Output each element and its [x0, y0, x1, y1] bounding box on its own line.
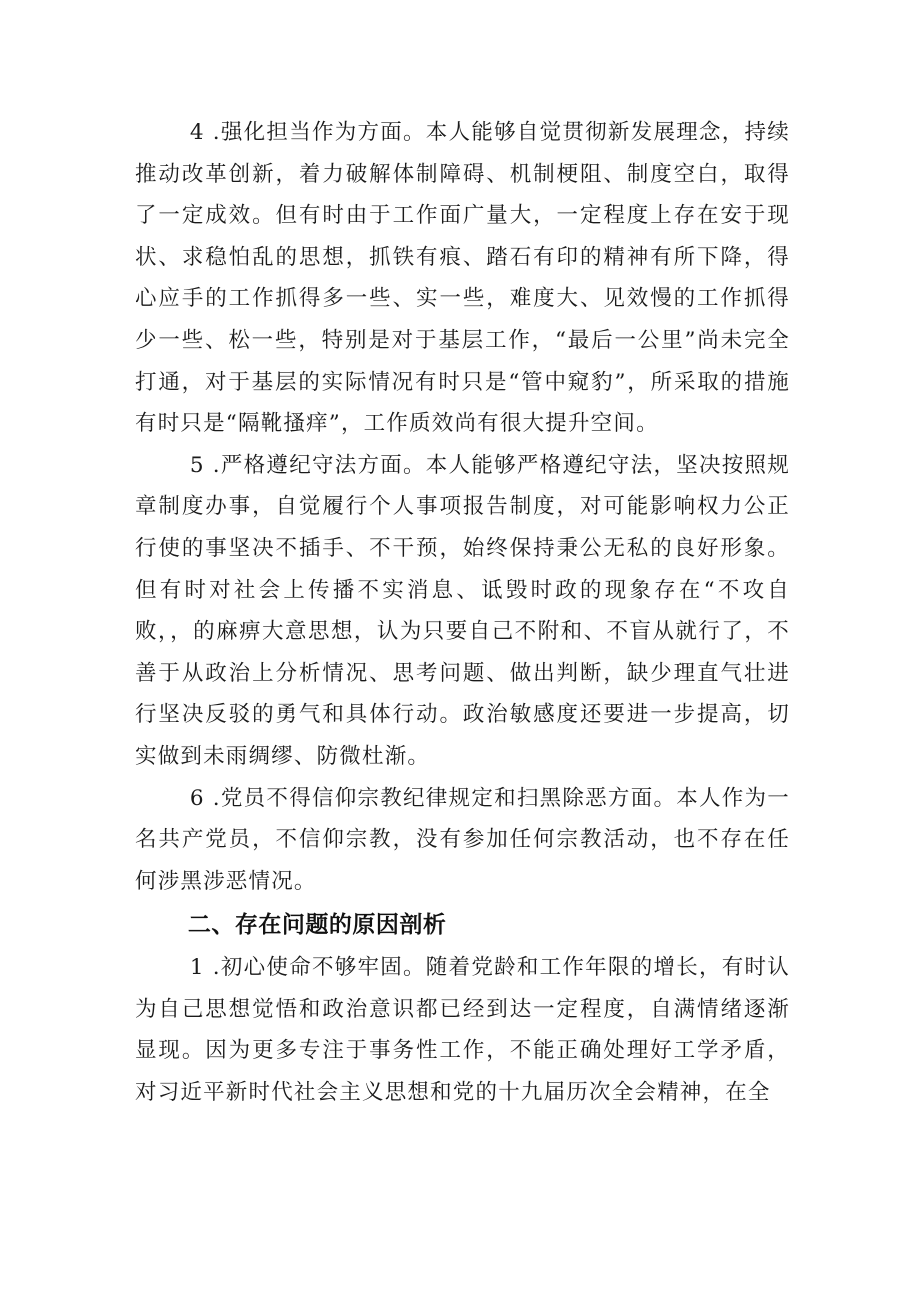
section-heading: 二、存在问题的原因剖析 [187, 912, 447, 939]
section-paragraph-1: 1 .初心使命不够牢固。随着党龄和工作年限的增长，有时认为自己思想觉悟和政治意识都已经到达一定程度，自满情绪逐渐显现。因为更多专注于事务性工作，不能正确处理好工学矛盾，对习近平新时代社会主义思想和党的十九届历次全会精神，在全 [135, 955, 790, 1106]
document-body [135, 112, 790, 1114]
paragraph-item-4: 4 .强化担当作为方面。本人能够自觉贯彻新发展理念，持续推动改革创新，着力破解体制障碍、机制梗阻、制度空白，取得了一定成效。但有时由于工作面广量大，一定程度上存在安于现状、求稳怕乱的思想，抓铁有痕、踏石有印的精神有所下降，得心应手的工作抓得多一些、实一些，难度大、见效慢的工作抓得少一些、松一些，特别是对于基层工作，“最后一公里”尚未完全打通，对于基层的实际情况有时只是“管中窥豹”，所采取的措施有时只是“隔靴搔痒”，工作质效尚有很大提升空间。 [135, 120, 790, 437]
paragraph-item-5: 5 .严格遵纪守法方面。本人能够严格遵纪守法，坚决按照规章制度办事，自觉履行个人事项报告制度，对可能影响权力公正行使的事坚决不插手、不干预，始终保持秉公无私的良好形象。但有时对社会上传播不实消息、诋毁时政的现象存在“不攻自败，，的麻痹大意思想，认为只要自己不附和、不盲从就行了，不善于从政治上分析情况、思考问题、做出判断，缺少理直气壮进行坚决反驳的勇气和具体行动。政治敏感度还要进一步提高，切实做到未雨绸缪、防微杜渐。 [135, 452, 790, 769]
paragraph-item-6: 6 .党员不得信仰宗教纪律规定和扫黑除恶方面。本人作为一名共产党员，不信仰宗教，没有参加任何宗教活动，也不存在任何涉黑涉恶情况。 [135, 785, 790, 894]
